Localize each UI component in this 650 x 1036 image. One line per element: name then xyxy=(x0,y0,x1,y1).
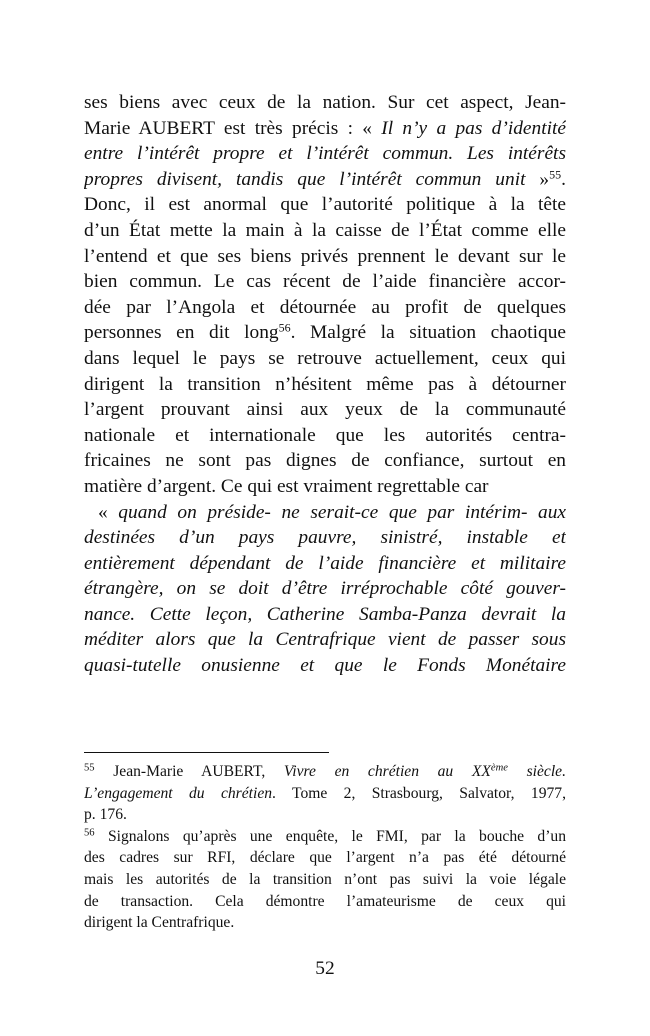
text-run: fricaines ne sont pas dignes de confiance, surtout en xyxy=(84,450,566,472)
text-line xyxy=(84,244,566,270)
text-run: personnes en dit long xyxy=(84,322,279,344)
text-line xyxy=(84,372,566,398)
text-run: p. 176. xyxy=(84,806,127,824)
text-run: nationale et internationale que les autorités centra- xyxy=(84,424,566,446)
page-number: 52 xyxy=(315,958,335,979)
text-line xyxy=(84,423,566,449)
text-run: . Tome 2, Strasbourg, Salvator, 1977, xyxy=(272,784,566,802)
footnote-line xyxy=(84,869,566,891)
text-run: matière d’argent. Ce qui est vraiment regrettable car xyxy=(84,475,489,497)
text-line xyxy=(84,551,566,577)
text-line xyxy=(84,397,566,423)
text-line xyxy=(84,218,566,244)
footnote-line xyxy=(84,761,566,783)
italic-text: méditer alors que la Centrafrique vient de passer sous xyxy=(84,629,566,651)
text-line xyxy=(84,116,566,142)
italic-text: Il n’y a pas d’identité xyxy=(381,117,566,139)
text-line xyxy=(84,576,566,602)
main-text xyxy=(84,90,566,679)
text-line xyxy=(84,653,566,679)
text-run: Signalons qu’après une enquête, le FMI, par la bouche d’un xyxy=(94,827,566,845)
footnote-ref: 56 xyxy=(278,320,291,335)
footnote-line xyxy=(84,783,566,805)
text-run: dans lequel le pays se retrouve actuellement, ceux qui xyxy=(84,347,566,369)
text-line xyxy=(84,448,566,474)
text-run: Marie AUBERT est très précis : « xyxy=(84,117,382,139)
text-line xyxy=(84,500,566,526)
italic-text: entre l’intérêt propre et l’intérêt commun. Les intérêts xyxy=(84,143,566,165)
text-run: dirigent la Centrafrique. xyxy=(84,914,235,932)
text-run: l’entend et que ses biens privés prennent le devant sur le xyxy=(84,245,566,267)
text-run: des cadres sur RFI, déclare que l’argent n’a pas été détourné xyxy=(84,849,566,867)
text-run: dée par l’Angola et détournée au profit de quelques xyxy=(84,296,566,318)
text-line xyxy=(84,474,566,500)
footnote-line xyxy=(84,891,566,913)
text-line xyxy=(84,269,566,295)
italic-text: L’engagement du chrétien xyxy=(84,784,273,802)
text-run: l’argent prouvant ainsi aux yeux de la communauté xyxy=(84,399,566,421)
footnote-ref: 55 xyxy=(549,167,562,182)
footnote-line xyxy=(84,912,566,934)
text-line xyxy=(84,627,566,653)
text-line xyxy=(84,602,566,628)
text-line xyxy=(84,346,566,372)
italic-text: Vivre en chrétien au XX xyxy=(283,763,491,780)
footnote-separator xyxy=(84,752,329,753)
text-run: bien commun. Le cas récent de l’aide financière accor- xyxy=(84,271,566,293)
italic-text: quand on préside- ne serait-ce que par intérim- aux xyxy=(118,501,566,523)
italic-text: siècle. xyxy=(507,763,566,780)
text-run: » xyxy=(525,168,550,190)
text-run: d’un État mette la main à la caisse de l’État comme elle xyxy=(84,219,566,241)
text-run: mais les autorités de la transition n’ont pas suivi la voie légale xyxy=(84,870,566,888)
text-line xyxy=(84,167,566,193)
italic-text: entièrement dépendant de l’aide financière et militaire xyxy=(84,552,566,574)
text-line xyxy=(84,141,566,167)
footnote-line xyxy=(84,847,566,869)
text-run: Donc, il est anormal que l’autorité politique à la tête xyxy=(84,194,566,216)
italic-text: quasi-tutelle onusienne et que le Fonds Monétaire xyxy=(84,655,566,677)
text-run: ses biens avec ceux de la nation. Sur cet aspect, Jean- xyxy=(84,92,566,113)
text-line xyxy=(84,525,566,551)
text-run: . Malgré la situation chaotique xyxy=(290,322,566,344)
text-run: Jean-Marie AUBERT, xyxy=(94,763,284,780)
italic-text: nance. Cette leçon, Catherine Samba-Panza devrait la xyxy=(84,603,566,625)
footnotes xyxy=(84,761,566,934)
superscript-text: ème xyxy=(490,762,508,774)
text-line xyxy=(84,320,566,346)
text-run: . xyxy=(561,168,566,190)
footnote-line xyxy=(84,804,566,826)
text-run: « xyxy=(98,501,119,523)
italic-text: étrangère, on se doit d’être irréprochable côté gouver- xyxy=(84,578,566,600)
italic-text: destinées d’un pays pauvre, sinistré, instable et xyxy=(84,527,566,549)
text-line xyxy=(84,192,566,218)
text-run: dirigent la transition n’hésitent même pas à détourner xyxy=(84,373,566,395)
text-line xyxy=(84,295,566,321)
text-line xyxy=(84,90,566,116)
footnote-ref: 56 xyxy=(84,827,95,839)
italic-text: propres divisent, tandis que l’intérêt commun unit xyxy=(84,168,526,190)
footnote-line xyxy=(84,826,566,848)
footnote-ref xyxy=(491,763,508,774)
footnote-ref: 55 xyxy=(84,762,95,774)
text-run: de transaction. Cela démontre l’amateurisme de ceux qui xyxy=(84,892,566,910)
